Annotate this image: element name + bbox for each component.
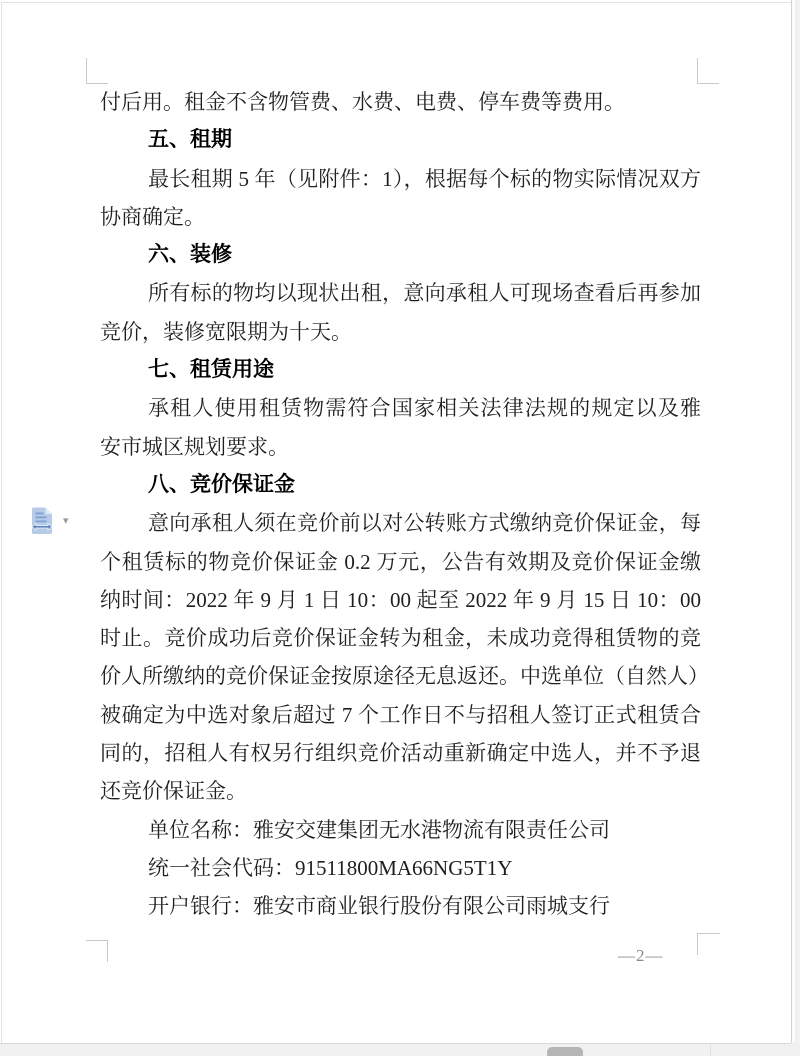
document-line: 个租赁标的物竞价保证金 0.2 万元，公告有效期及竞价保证金缴 [100, 549, 701, 574]
document-line: 同的，招租人有权另行组织竞价活动重新确定中选人，并不予退 [100, 741, 701, 766]
horizontal-scrollbar-thumb[interactable] [547, 1047, 583, 1056]
section-heading: 七、租赁用途 [148, 358, 274, 382]
canvas-left-border [1, 2, 2, 1043]
document-line: 意向承租人须在竞价前以对公转账方式缴纳竞价保证金，每 [148, 511, 701, 536]
document-line: 竞价，装修宽限期为十天。 [100, 319, 352, 344]
document-line: 纳时间：2022 年 9 月 1 日 10：00 起至 2022 年 9 月 15 日 10：00 [100, 587, 701, 612]
crop-mark-bottom-right [697, 933, 720, 955]
document-line: 被确定为中选对象后超过 7 个工作日不与招租人签订正式租赁合 [100, 702, 701, 727]
horizontal-scrollbar-track[interactable] [0, 1043, 791, 1056]
document-tool-button[interactable] [31, 506, 69, 535]
chevron-down-icon[interactable]: ▾ [63, 514, 69, 527]
document-line: 价人所缴纳的竞价保证金按原途径无息返还。中选单位（自然人） [100, 664, 709, 689]
section-heading: 六、装修 [148, 243, 232, 267]
canvas-top-border [2, 2, 791, 3]
crop-mark-top-right [697, 58, 719, 84]
scrollbar-corner [791, 1043, 800, 1056]
crop-mark-top-left [86, 58, 108, 84]
document-text [100, 83, 709, 926]
page-number: —2— [618, 946, 664, 965]
document-line: 付后用。租金不含物管费、水费、电费、停车费等费用。 [100, 90, 625, 114]
document-transfer-icon [31, 506, 54, 535]
document-line: 承租人使用租赁物需符合国家相关法律法规的规定以及雅 [148, 396, 701, 421]
document-line: 协商确定。 [100, 204, 205, 229]
document-line: 时止。竞价成功后竞价保证金转为租金，未成功竞得租赁物的竞 [100, 626, 701, 651]
document-line: 还竞价保证金。 [100, 779, 247, 804]
document-line: 最长租期 5 年（见附件：1），根据每个标的物实际情况双方 [148, 166, 701, 191]
document-line: 开户银行：雅安市商业银行股份有限公司雨城支行 [148, 894, 610, 919]
vertical-scrollbar-track[interactable] [791, 0, 800, 1043]
section-heading: 五、租期 [148, 128, 232, 152]
document-line: 统一社会代码：91511800MA66NG5T1Y [148, 855, 513, 880]
crop-mark-bottom-left [86, 940, 108, 962]
document-line: 所有标的物均以现状出租，意向承租人可现场查看后再参加 [148, 281, 701, 306]
document-line: 单位名称：雅安交建集团无水港物流有限责任公司 [148, 817, 610, 842]
document-line: 安市城区规划要求。 [100, 434, 289, 459]
section-heading: 八、竞价保证金 [148, 472, 295, 496]
